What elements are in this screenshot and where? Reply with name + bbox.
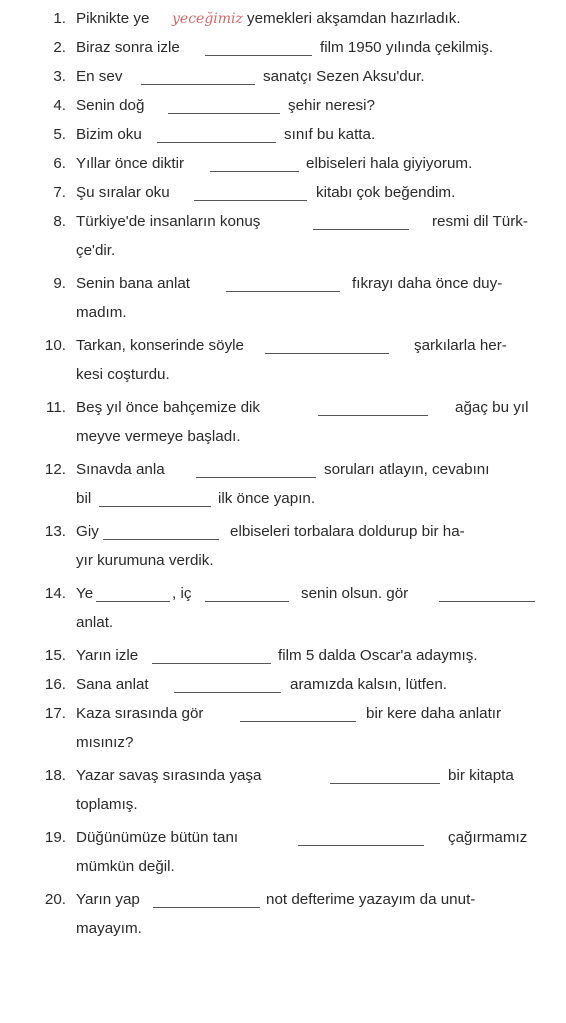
answer-blank[interactable] [226, 291, 340, 292]
sentence-11-continued [0, 422, 566, 452]
sentence-text: sanatçı Sezen Aksu'dur. [263, 68, 425, 85]
sentence-text: En sev [76, 68, 123, 85]
sentence-6 [0, 149, 566, 179]
answer-blank[interactable] [439, 601, 535, 602]
sentence-text: aramızda kalsın, lütfen. [290, 676, 448, 693]
answer-blank[interactable] [318, 415, 428, 416]
sentence-text: kesi coşturdu. [76, 366, 170, 383]
item-number: 11. [46, 399, 66, 416]
answer-blank[interactable] [205, 601, 289, 602]
answer-blank[interactable] [174, 692, 281, 693]
item-number: 18. [44, 767, 66, 784]
sentence-7 [0, 178, 566, 208]
sentence-text: Yarın izle [76, 647, 139, 664]
sentence-10-continued [0, 360, 566, 390]
sentence-8 [0, 207, 566, 237]
sentence-text: Yazar savaş sırasında yaşa [76, 767, 262, 784]
sentence-text: Sınavda anla [76, 461, 165, 478]
sentence-12-continued [0, 484, 566, 514]
sentence-text: bir kere daha anlatır [366, 705, 502, 722]
sentence-text: not defterime yazayım da unut- [266, 891, 476, 908]
sentence-text: sınıf bu katta. [284, 126, 376, 143]
answer-blank[interactable] [210, 171, 299, 172]
item-number: 6. [53, 155, 66, 172]
sentence-text: Beş yıl önce bahçemize dik [76, 399, 261, 416]
sentence-text: Ye [76, 585, 94, 602]
sentence-19-continued [0, 852, 566, 882]
sentence-text: meyve vermeye başladı. [76, 428, 241, 445]
answer-blank[interactable] [205, 55, 312, 56]
sentence-text: Kaza sırasında gör [76, 705, 204, 722]
sentence-3 [0, 62, 566, 92]
item-number: 7. [53, 184, 66, 201]
answer-blank[interactable] [298, 845, 424, 846]
item-number: 16. [44, 676, 66, 693]
sentence-text: ilk önce yapın. [218, 490, 316, 507]
sentence-text: , iç [172, 585, 192, 602]
sentence-2 [0, 33, 566, 63]
sentence-text: film 5 dalda Oscar'a adaymış. [278, 647, 478, 664]
sentence-text: toplamış. [76, 796, 138, 813]
answer-blank[interactable] [313, 229, 409, 230]
answer-blank[interactable] [99, 506, 211, 507]
answer-blank[interactable] [194, 200, 307, 201]
answer-blank[interactable] [265, 353, 389, 354]
sentence-16 [0, 670, 566, 700]
answer-blank[interactable] [141, 84, 255, 85]
sentence-text: Şu sıralar oku [76, 184, 170, 201]
answer-blank[interactable] [240, 721, 356, 722]
sentence-13-continued [0, 546, 566, 576]
sentence-text: Bizim oku [76, 126, 142, 143]
sentence-text: şehir neresi? [288, 97, 375, 114]
sentence-17-continued [0, 728, 566, 758]
item-number: 8. [53, 213, 66, 230]
answer-blank[interactable] [152, 663, 271, 664]
item-number: 5. [53, 126, 66, 143]
answer-blank[interactable] [196, 477, 316, 478]
sentence-text: Piknikte ye [76, 10, 150, 27]
item-number: 19. [44, 829, 66, 846]
sentence-13 [0, 517, 566, 547]
sentence-17 [0, 699, 566, 729]
sentence-text: şarkılarla her- [414, 337, 507, 354]
sentence-text: soruları atlayın, cevabını [324, 461, 490, 478]
sentence-text: senin olsun. gör [301, 585, 409, 602]
item-number: 1. [53, 10, 66, 27]
item-number: 12. [44, 461, 66, 478]
item-number: 3. [53, 68, 66, 85]
sentence-text: Giy [76, 523, 99, 540]
item-number: 9. [53, 275, 66, 292]
sentence-text: Biraz sonra izle [76, 39, 180, 56]
sentence-9-continued [0, 298, 566, 328]
sentence-20 [0, 885, 566, 915]
sentence-text: elbiseleri torbalara doldurup bir ha- [230, 523, 465, 540]
sentence-text: yemekleri akşamdan hazırladık. [247, 10, 461, 27]
sentence-10 [0, 331, 566, 361]
sentence-text: çe'dir. [76, 242, 116, 259]
item-number: 17. [44, 705, 66, 722]
handwritten-answer: yeceğimiz [172, 11, 243, 27]
sentence-text: ağaç bu yıl [455, 399, 529, 416]
sentence-20-continued [0, 914, 566, 944]
sentence-text: bil [76, 490, 92, 507]
sentence-text: Yarın yap [76, 891, 140, 908]
sentence-text: mümkün değil. [76, 858, 175, 875]
sentence-18 [0, 761, 566, 791]
sentence-text: anlat. [76, 614, 114, 631]
sentence-4 [0, 91, 566, 121]
sentence-text: Tarkan, konserinde söyle [76, 337, 244, 354]
item-number: 20. [44, 891, 66, 908]
sentence-text: elbiseleri hala giyiyorum. [306, 155, 473, 172]
sentence-text: fıkrayı daha önce duy- [352, 275, 503, 292]
answer-blank[interactable] [330, 783, 440, 784]
sentence-text: Yıllar önce diktir [76, 155, 185, 172]
sentence-text: resmi dil Türk- [432, 213, 528, 230]
answer-blank[interactable] [157, 142, 276, 143]
item-number: 13. [44, 523, 66, 540]
item-number: 15. [44, 647, 66, 664]
sentence-text: Sana anlat [76, 676, 149, 693]
item-number: 2. [53, 39, 66, 56]
sentence-text: çağırmamız [448, 829, 528, 846]
sentence-text: mayayım. [76, 920, 142, 937]
sentence-12 [0, 455, 566, 485]
sentence-text: Türkiye'de insanların konuş [76, 213, 261, 230]
sentence-11 [0, 393, 566, 423]
sentence-8-continued [0, 236, 566, 266]
item-number: 14. [44, 585, 66, 602]
sentence-18-continued [0, 790, 566, 820]
item-number: 4. [53, 97, 66, 114]
item-number: 10. [44, 337, 66, 354]
sentence-14-continued [0, 608, 566, 638]
sentence-text: bir kitapta [448, 767, 514, 784]
answer-blank[interactable] [153, 907, 260, 908]
sentence-1 [0, 4, 566, 34]
sentence-text: madım. [76, 304, 127, 321]
sentence-text: kitabı çok beğendim. [316, 184, 456, 201]
sentence-text: Senin doğ [76, 97, 145, 114]
answer-blank[interactable] [96, 601, 170, 602]
sentence-5 [0, 120, 566, 150]
sentence-text: yır kurumuna verdik. [76, 552, 214, 569]
sentence-text: Düğünümüze bütün tanı [76, 829, 239, 846]
sentence-text: Senin bana anlat [76, 275, 191, 292]
sentence-9 [0, 269, 566, 299]
sentence-14 [0, 579, 566, 609]
answer-blank[interactable] [168, 113, 280, 114]
answer-blank[interactable] [103, 539, 219, 540]
sentence-text: mısınız? [76, 734, 134, 751]
sentence-text: film 1950 yılında çekilmiş. [320, 39, 494, 56]
sentence-15 [0, 641, 566, 671]
sentence-19 [0, 823, 566, 853]
